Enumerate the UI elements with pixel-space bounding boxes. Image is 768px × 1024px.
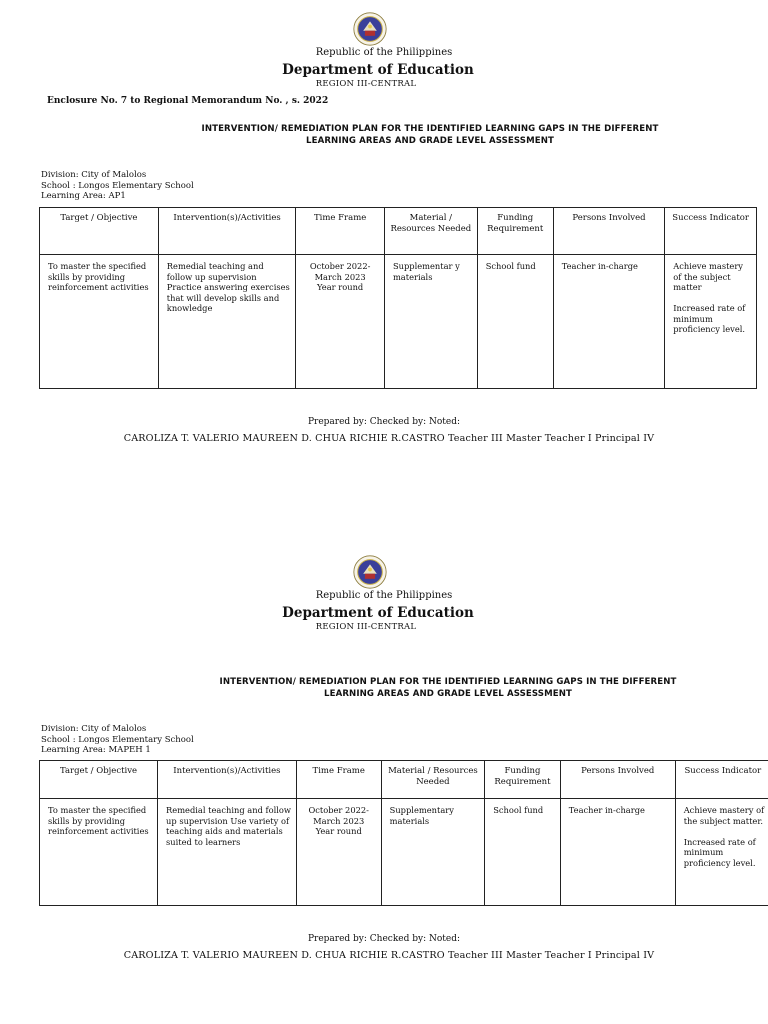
cell-funding: School fund <box>485 799 561 906</box>
table-row <box>40 799 768 906</box>
signature-roles: Prepared by: Checked by: Noted: <box>307 417 461 427</box>
signatory-names: CAROLIZA T. VALERIO MAUREEN D. CHUA RICHIE R.CASTRO Teacher III Master Teacher I Principal IV <box>123 433 655 444</box>
cell-intervention: Remedial teaching and follow up supervision Use variety of teaching aids and materials suited to learners <box>158 799 297 906</box>
header-success: Success Indicator <box>665 208 757 255</box>
header-target: Target / Objective <box>40 761 158 799</box>
plan-title <box>180 123 680 147</box>
header-time-frame: Time Frame <box>296 761 381 799</box>
cell-success: Achieve mastery of the subject matter. Increased rate of minimum proficiency level. <box>675 799 768 906</box>
header-time-frame: Time Frame <box>296 208 385 255</box>
school-label: School : Longos Elementary School <box>41 734 194 745</box>
learning-area-label: Learning Area: AP1 <box>41 191 126 201</box>
school-label: School : Longos Elementary School <box>41 180 194 191</box>
plan-title-line-2: LEARNING AREAS AND GRADE LEVEL ASSESSMENT <box>324 689 572 699</box>
cell-time-frame: October 2022- March 2023 Year round <box>296 255 385 389</box>
cell-target: To master the specified skills by providing reinforcement activities <box>40 255 159 389</box>
cell-persons: Teacher in-charge <box>560 799 675 906</box>
header-success: Success Indicator <box>675 761 768 799</box>
table-header-row <box>40 208 757 255</box>
table-header-row <box>40 761 768 799</box>
learning-area-label: Learning Area: MAPEH 1 <box>41 745 151 755</box>
plan-title <box>198 676 698 700</box>
republic-heading: Republic of the Philippines <box>315 47 453 58</box>
enclosure-reference: Enclosure No. 7 to Regional Memorandum No. , s. 2022 <box>47 96 329 106</box>
cell-materials: Supplementar y materials <box>384 255 477 389</box>
department-heading: Department of Education <box>282 62 474 78</box>
cell-success: Achieve mastery of the subject matter Increased rate of minimum proficiency level. <box>665 255 757 389</box>
plan-title-line-1: INTERVENTION/ REMEDIATION PLAN FOR THE IDENTIFIED LEARNING GAPS IN THE DIFFERENT <box>219 677 677 687</box>
plan-title-line-2: LEARNING AREAS AND GRADE LEVEL ASSESSMENT <box>306 136 554 146</box>
header-persons: Persons Involved <box>560 761 675 799</box>
header-intervention: Intervention(s)/Activities <box>158 208 296 255</box>
cell-time-frame: October 2022- March 2023 Year round <box>296 799 381 906</box>
header-intervention: Intervention(s)/Activities <box>158 761 297 799</box>
table-row <box>40 255 757 389</box>
intervention-plan-table <box>39 760 768 906</box>
school-info <box>41 170 194 202</box>
cell-funding: School fund <box>477 255 553 389</box>
header-materials: Material / Resources Needed <box>384 208 477 255</box>
cell-target: To master the specified skills by providing reinforcement activities <box>40 799 158 906</box>
region-heading: REGION III-CENTRAL <box>315 622 417 632</box>
header-persons: Persons Involved <box>553 208 665 255</box>
department-heading: Department of Education <box>282 605 474 621</box>
cell-intervention: Remedial teaching and follow up supervision Practice answering exercises that will develop skills and knowledge <box>158 255 296 389</box>
header-materials: Material / Resources Needed <box>381 761 485 799</box>
school-info <box>41 724 194 756</box>
division-label: Division: City of Malolos <box>41 170 147 180</box>
header-funding: Funding Requirement <box>477 208 553 255</box>
plan-title-line-1: INTERVENTION/ REMEDIATION PLAN FOR THE IDENTIFIED LEARNING GAPS IN THE DIFFERENT <box>201 124 659 134</box>
region-heading: REGION III-CENTRAL <box>315 79 417 89</box>
deped-seal-icon <box>353 555 387 589</box>
signatory-names: CAROLIZA T. VALERIO MAUREEN D. CHUA RICHIE R.CASTRO Teacher III Master Teacher I Principal IV <box>123 950 655 961</box>
republic-heading: Republic of the Philippines <box>315 590 453 601</box>
header-target: Target / Objective <box>40 208 159 255</box>
intervention-plan-table <box>39 207 757 389</box>
cell-persons: Teacher in-charge <box>553 255 665 389</box>
deped-seal-icon <box>353 12 387 46</box>
division-label: Division: City of Malolos <box>41 724 147 734</box>
header-funding: Funding Requirement <box>485 761 561 799</box>
signature-roles: Prepared by: Checked by: Noted: <box>307 934 461 944</box>
cell-materials: Supplementary materials <box>381 799 485 906</box>
